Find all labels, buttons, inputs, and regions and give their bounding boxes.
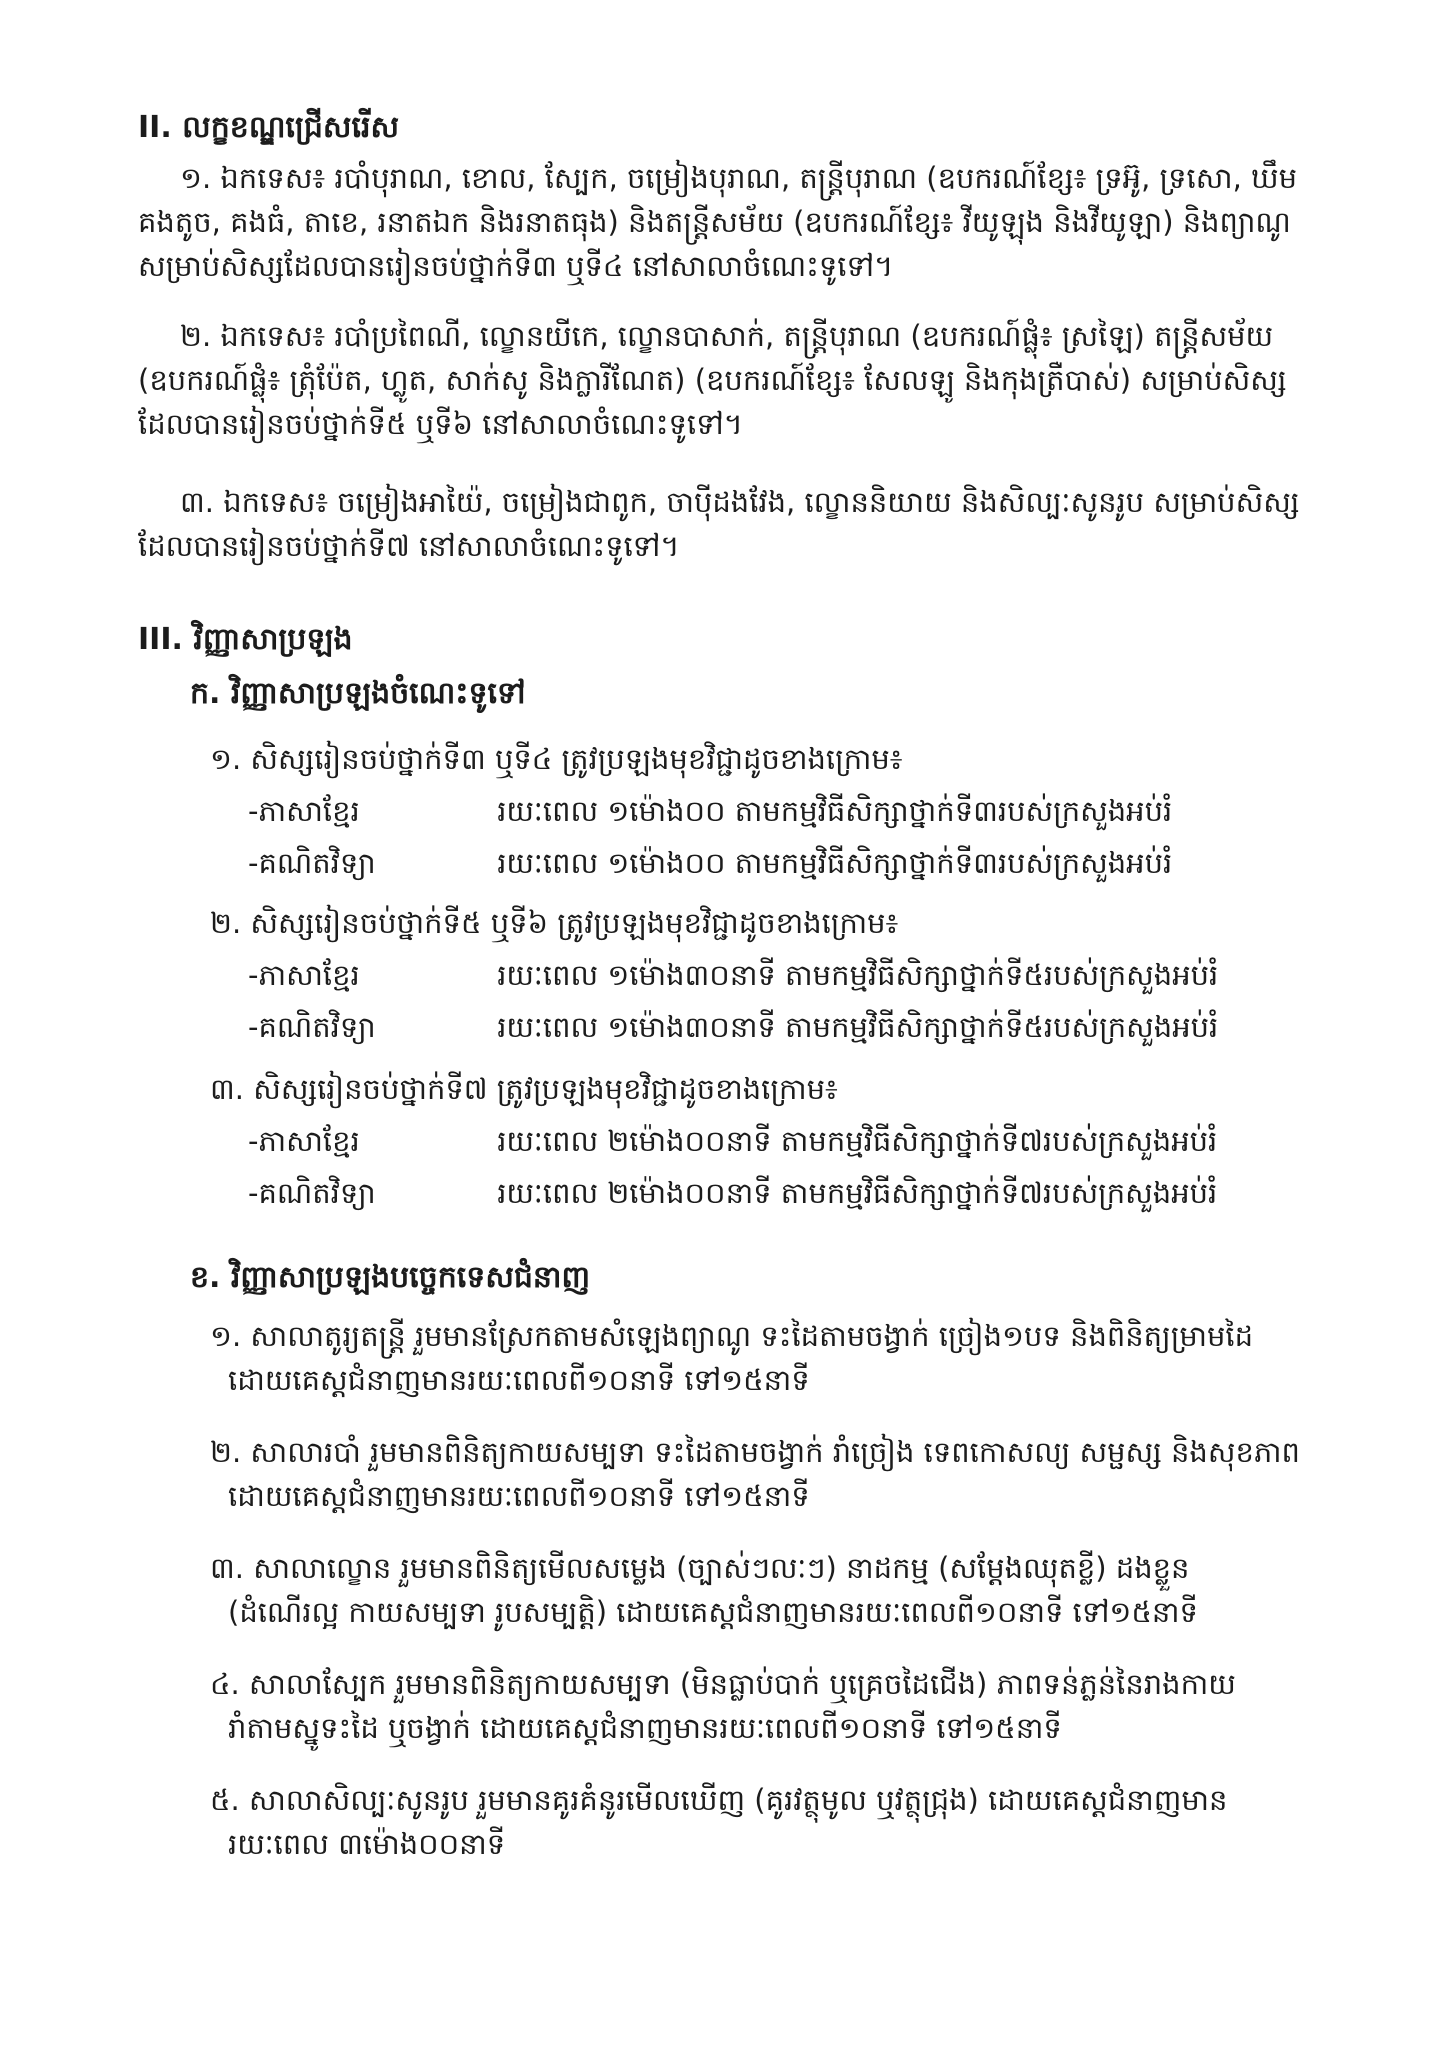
exam-detail: រយៈពេល ១ម៉ោង០០ តាមកម្មវិធីសិក្សាថ្នាក់ទី៣របស់ក្រសួងអប់រំ — [497, 846, 1173, 880]
exam-subject: -គណិតវិទ្យា — [248, 1176, 376, 1210]
section-heading-2: II. លក្ខខណ្ឌជ្រើសរើស — [138, 110, 400, 145]
exam-row — [248, 1176, 1217, 1218]
exam-detail: រយៈពេល ២ម៉ោង០០នាទី តាមកម្មវិធីសិក្សាថ្នាក់ទី៧របស់ក្រសួងអប់រំ — [497, 1176, 1218, 1210]
criteria-paragraph-3 — [138, 480, 1330, 568]
technical-exam-item-3 — [210, 1546, 1330, 1634]
exam-row — [248, 794, 1172, 836]
paragraph-continuation: ដែលបានរៀនចប់ថ្នាក់ទី៧ នៅសាលាចំណេះទូទៅ។ — [138, 529, 680, 563]
paragraph-first-line: ១. ឯកទេស៖ របាំបុរាណ, ខោល, ស្បែក, ចម្រៀងបុរាណ, តន្ត្រីបុរាណ (ឧបករណ៍ខ្សែ៖ ទ្រអ៊ូ, ទ្រសោ, ឃឹម — [180, 161, 1298, 195]
exam-detail: រយៈពេល ១ម៉ោង៣០នាទី តាមកម្មវិធីសិក្សាថ្នាក់ទី៥របស់ក្រសួងអប់រំ — [497, 958, 1219, 992]
exam-detail: រយៈពេល ១ម៉ោង៣០នាទី តាមកម្មវិធីសិក្សាថ្នាក់ទី៥របស់ក្រសួងអប់រំ — [497, 1010, 1219, 1044]
exam-row — [248, 1010, 1218, 1052]
technical-exam-item-1 — [210, 1314, 1330, 1402]
item-continuation: រាំតាមស្នូទះដៃ ឬចង្វាក់ ដោយគេស្តជំនាញមានរយៈពេលពី១០នាទី ទៅ១៥នាទី — [228, 1711, 1062, 1745]
item-first-line: ៣. សាលាល្ខោន រួមមានពិនិត្យមើលសម្លេង (ច្បាស់ៗលៈៗ) នាដកម្ម (សម្តែងឈុតខ្លី) ដងខ្លួន — [210, 1551, 1190, 1585]
exam-row — [248, 958, 1218, 1000]
exam-subject: -គណិតវិទ្យា — [248, 1010, 376, 1044]
criteria-paragraph-2 — [138, 314, 1330, 446]
exam-row — [248, 846, 1172, 888]
exam-detail: រយៈពេល ២ម៉ោង០០នាទី តាមកម្មវិធីសិក្សាថ្នាក់ទី៧របស់ក្រសួងអប់រំ — [497, 1124, 1218, 1158]
exam-subject: -ភាសាខ្មែរ — [248, 794, 360, 828]
criteria-paragraph-1 — [138, 156, 1330, 288]
exam-subject: -គណិតវិទ្យា — [248, 846, 376, 880]
exam-group-title-2: ២. សិស្សរៀនចប់ថ្នាក់ទី៥ ឬទី៦ ត្រូវប្រឡងមុខវិជ្ជាដូចខាងក្រោម៖ — [210, 906, 899, 940]
item-first-line: ២. សាលារបាំ រួមមានពិនិត្យកាយសម្បទា ទះដៃតាមចង្វាក់ រាំច្រៀង ទេពកោសល្យ សម្ផស្ស និងសុខភាព — [210, 1435, 1300, 1469]
exam-row — [248, 1124, 1217, 1166]
item-continuation: រយៈពេល ៣ម៉ោង០០នាទី — [228, 1827, 506, 1861]
subsection-heading-technical: ខ. វិញ្ញាសាប្រឡងបច្ចេកទេសជំនាញ — [190, 1260, 591, 1295]
paragraph-continuation: គងតូច, គងធំ, តាខេ, រនាតឯក និងរនាតធុង) និងតន្ត្រីសម័យ (ឧបករណ៍ខ្សែ៖ វីយូឡុង និងវីយូឡា) និងព្យាណូ សម្រាប់សិស្សដែលបានរៀនចប់ថ្នាក់ទី៣ ឬទី៤ នៅសាលាចំណេះទូទៅ។ — [138, 205, 1291, 283]
paragraph-continuation: (ឧបករណ៍ផ្លុំ៖ ត្រុំប៉ែត, ហ្លូត, សាក់សូ និងក្លារីណែត) (ឧបករណ៍ខ្សែ៖ សែលឡូ និងកុងត្រឺបាស់) សម្រាប់សិស្ស ដែលបានរៀនចប់ថ្នាក់ទី៥ ឬទី៦ នៅសាលាចំណេះទូទៅ។ — [138, 363, 1287, 441]
exam-subject: -ភាសាខ្មែរ — [248, 958, 360, 992]
technical-exam-item-4 — [210, 1662, 1330, 1750]
subsection-heading-general: ក. វិញ្ញាសាប្រឡងចំណេះទូទៅ — [190, 676, 526, 711]
item-first-line: ៤. សាលាស្បែក រួមមានពិនិត្យកាយសម្បទា (មិនធ្លាប់បាក់ ឬគ្រេចដៃជើង) ភាពទន់ភ្លន់នៃរាងកាយ — [210, 1667, 1236, 1701]
item-first-line: ៥. សាលាសិល្បៈសូនរូប រួមមានគូរគំនូរមើលឃើញ (គូរវត្ថុមូល ឬវត្ថុជ្រុង) ដោយគេស្តជំនាញមាន — [210, 1783, 1228, 1817]
technical-exam-item-2 — [210, 1430, 1330, 1518]
section-heading-3: III. វិញ្ញាសាប្រឡង — [138, 622, 353, 657]
paragraph-first-line: ៣. ឯកទេស៖ ចម្រៀងអាយ៉ៃ, ចម្រៀងជាពូក, ចាប៉ីដងវែង, ល្ខោននិយាយ និងសិល្បៈសូនរូប សម្រាប់សិស្ស — [180, 485, 1300, 519]
item-continuation: ដោយគេស្តជំនាញមានរយៈពេលពី១០នាទី ទៅ១៥នាទី — [228, 1479, 810, 1513]
exam-group-title-3: ៣. សិស្សរៀនចប់ថ្នាក់ទី៧ ត្រូវប្រឡងមុខវិជ្ជាដូចខាងក្រោម៖ — [210, 1072, 838, 1106]
item-first-line: ១. សាលាតូរ្យតន្ត្រី រួមមានស្រែកតាមសំឡេងព្យាណូ ទះដៃតាមចង្វាក់ ច្រៀង១បទ និងពិនិត្យម្រាមដៃ — [210, 1319, 1253, 1353]
item-continuation: (ដំណើរល្អ កាយសម្បទា រូបសម្បត្តិ) ដោយគេស្តជំនាញមានរយៈពេលពី១០នាទី ទៅ១៥នាទី — [228, 1595, 1198, 1629]
item-continuation: ដោយគេស្តជំនាញមានរយៈពេលពី១០នាទី ទៅ១៥នាទី — [228, 1363, 810, 1397]
exam-subject: -ភាសាខ្មែរ — [248, 1124, 360, 1158]
exam-detail: រយៈពេល ១ម៉ោង០០ តាមកម្មវិធីសិក្សាថ្នាក់ទី៣របស់ក្រសួងអប់រំ — [497, 794, 1173, 828]
exam-group-title-1: ១. សិស្សរៀនចប់ថ្នាក់ទី៣ ឬទី៤ ត្រូវប្រឡងមុខវិជ្ជាដូចខាងក្រោម៖ — [210, 742, 903, 776]
paragraph-first-line: ២. ឯកទេស៖ របាំប្រពៃណី, ល្ខោនយីកេ, ល្ខោនបាសាក់, តន្ត្រីបុរាណ (ឧបករណ៍ផ្លុំ៖ ស្រឡៃ) តន្ត្រីសម័យ — [180, 319, 1274, 353]
technical-exam-item-5 — [210, 1778, 1330, 1866]
